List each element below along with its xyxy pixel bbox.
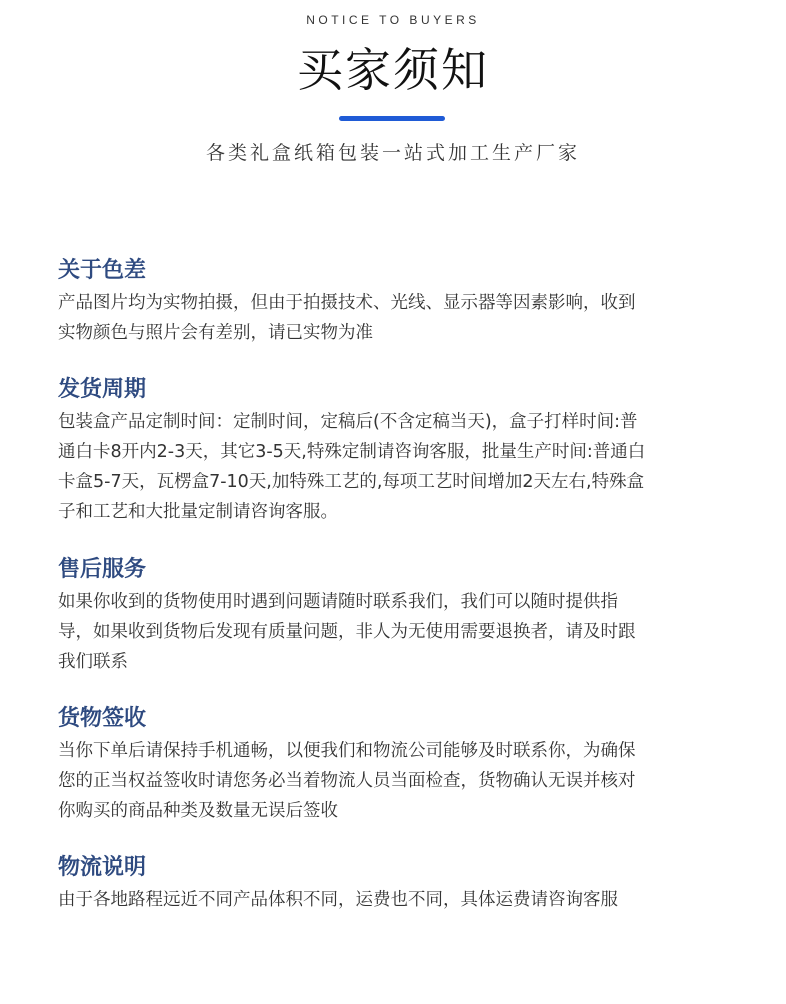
section-body: [58, 587, 728, 677]
body-line: 产品图片均为实物拍摄，但由于拍摄技术、光线、显示器等因素影响，收到: [58, 293, 636, 313]
body-line: 我们联系: [58, 652, 128, 672]
body-line: 包装盒产品定制时间：定制时间，定稿后(不含定稿当天)，盒子打样时间:普: [58, 412, 638, 432]
body-line: 您的正当权益签收时请您务必当着物流人员当面检查，货物确认无误并核对: [58, 771, 636, 791]
body-line: 子和工艺和大批量定制请咨询客服。: [58, 502, 338, 522]
eyebrow-label: NOTICE TO BUYERS: [306, 13, 480, 27]
section-logistics: [58, 853, 728, 915]
section-delivery-receipt: [58, 704, 728, 826]
section-title: 货物签收: [58, 706, 147, 731]
section-title: 发货周期: [58, 377, 147, 402]
page-subtitle: 各类礼盒纸箱包装一站式加工生产厂家: [205, 142, 580, 164]
section-body: [58, 288, 728, 348]
section-title: 售后服务: [58, 557, 147, 582]
body-line: 如果你收到的货物使用时遇到问题请随时联系我们，我们可以随时提供指: [58, 592, 618, 612]
section-color-difference: [58, 256, 728, 348]
body-line: 当你下单后请保持手机通畅，以便我们和物流公司能够及时联系你，为确保: [58, 741, 636, 761]
section-body: [58, 736, 728, 826]
body-line: 实物颜色与照片会有差别，请已实物为准: [58, 323, 373, 343]
body-line: 通白卡8开内2-3天，其它3-5天,特殊定制请咨询客服，批量生产时间:普通白: [58, 442, 646, 462]
section-body: [58, 407, 728, 527]
body-line: 由于各地路程远近不同产品体积不同，运费也不同，具体运费请咨询客服: [58, 890, 618, 910]
section-title: 关于色差: [58, 258, 147, 283]
section-body: [58, 885, 728, 915]
section-shipping-cycle: [58, 375, 728, 527]
section-after-sales: [58, 555, 728, 677]
body-line: 导，如果收到货物后发现有质量问题，非人为无使用需要退换者，请及时跟: [58, 622, 636, 642]
body-line: 你购买的商品种类及数量无误后签收: [58, 801, 338, 821]
page-title: 买家须知: [297, 43, 489, 97]
body-line: 卡盒5-7天，瓦楞盒7-10天,加特殊工艺的,每项工艺时间增加2天左右,特殊盒: [58, 472, 645, 492]
title-underline-divider: [339, 116, 445, 121]
section-title: 物流说明: [58, 855, 147, 880]
